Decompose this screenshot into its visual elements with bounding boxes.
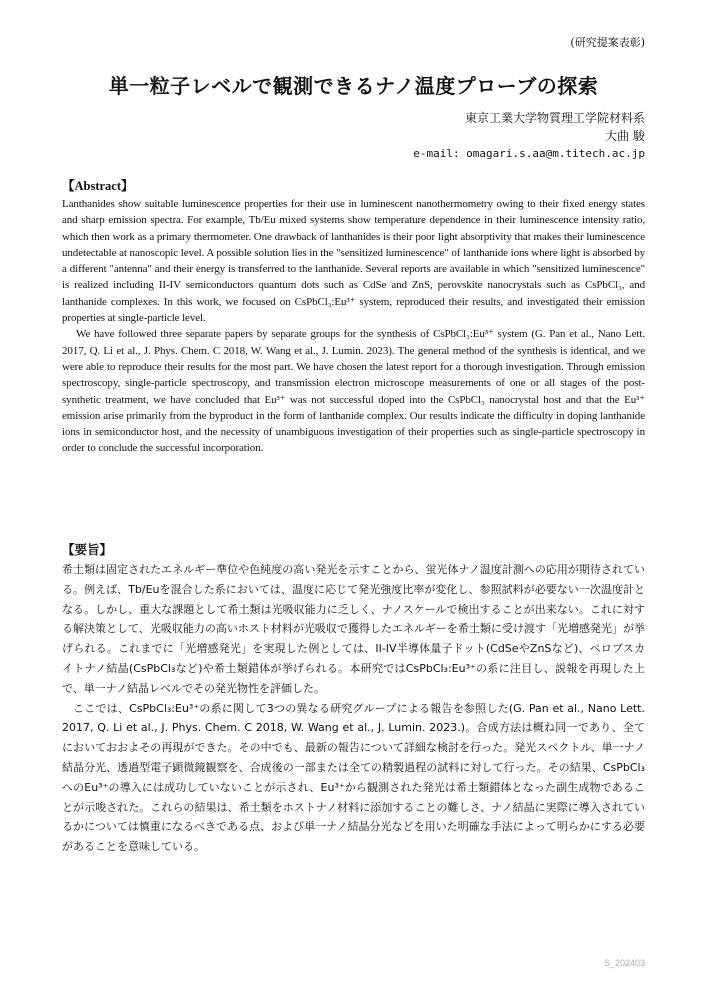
document-id: S_202403	[603, 958, 645, 968]
abstract-heading: 【Abstract】	[62, 179, 134, 193]
page-title: 単一粒子レベルで観測できるナノ温度プローブの探索	[108, 74, 599, 98]
header-tag: (研究提案表彰)	[570, 36, 645, 49]
abstract-section	[62, 176, 645, 457]
abstract-paragraph-2: We have followed three separate papers by separate groups for the synthesis of CsPbCl₃:Eu³⁺ system (G. Pan et al., Nano Lett. 2017, Q. Li et al., J. Phys. Chem. C 2018, W. Wang et al., J. Lumin. 2023). The general method of the synthesis is identical, and we were able to reproduce their results for the most part. We have chosen the latest report for a thorough investigation. Through emission spectroscopy, single-particle spectroscopy, and transmission electron microscope measurements of one or all stages of the post-synthetic treatment, we have concluded that Eu³⁺ was not successful doped into the CsPbCl₃ nanocrystal host and that the Eu³⁺ emission arise primarily from the byproduct in the form of lanthanide complex. Our results indicate the difficulty in doping lanthanide ions in semiconductor host, and the necessity of unambiguous investigation of their properties such as single-particle spectroscopy in order to conclude the successful incorporation.	[62, 328, 645, 455]
summary-heading: 【要旨】	[62, 543, 113, 557]
summary-section	[62, 540, 645, 857]
author-name: 大曲 駿	[605, 129, 645, 143]
author-email: e-mail: omagari.s.aa@m.titech.ac.jp	[413, 147, 645, 160]
summary-paragraph-2: ここでは、CsPbCl₃:Eu³⁺の系に関して3つの異なる研究グループによる報告を参照した(G. Pan et al., Nano Lett. 2017, Q. Li et al., J. Phys. Chem. C 2018, W. Wang et al., J. Lumin. 2023.)。合成方法は概ね同一であり、全てにおいておおよその再現ができた。その中でも、最新の報告について詳細な検討を行った。発光スペクトル、単一ナノ結晶分光、透過型電子顕微鏡観察を、合成後の一部または全ての精製過程の試料に対して行った。その結果、CsPbCl₃へのEu³⁺の導入には成功していないことが示され、Eu³⁺から観測された発光は希土類錯体となった副生成物であることが示唆された。これらの結果は、希土類をホストナノ材料に添加することの難しさ、ナノ結晶に実際に導入されているかについては慎重になるべきである点、および単一ナノ結晶分光などを用いた明確な手法によって明らかにする必要があることを意味している。	[62, 701, 645, 854]
affiliation: 東京工業大学物質理工学院材料系	[464, 111, 645, 125]
author-block	[413, 109, 645, 163]
summary-paragraph-1: 希土類は固定されたエネルギー準位や色純度の高い発光を示すことから、蛍光体ナノ温度計測への応用が期待されている。例えば、Tb/Euを混合した系においては、温度に応じて発光強度比率が変化し、参照試料が必要ない一次温度計となる。しかし、重大な課題として希土類は光吸収能力に乏しく、ナノスケールで検出することが出来ない。これに対する解決策として、光吸収能力の高いホスト材料が光吸収で獲得したエネルギーを希土類に受け渡す「光増感発光」が挙げられる。これまでに「光増感発光」を実現した例としては、II-IV半導体量子ドット(CdSeやZnSなど)、ペロブスカイトナノ結晶(CsPbCl₃など)や希土類錯体が挙げられる。本研究ではCsPbCl₃:Eu³⁺の系に注目し、説報を再現した上で、単一ナノ結晶レベルでその発光物性を評価した。	[62, 563, 645, 695]
abstract-paragraph-1: Lanthanides show suitable luminescence properties for their use in luminescent nanothermometry owing to their fixed energy states and sharp emission spectra. For example, Tb/Eu mixed systems show temperature dependence in their luminescence intensity ratio, which then work as a primary thermometer. One drawback of lanthanides is their poor light absorptivity that makes their luminescence undetectable at nanoscopic level. A possible solution lies in the "sensitized luminescence" of lanthanide ions where light is absorbed by a different "antenna" and their energy is transferred to the lanthanide. Several reports are available in which "sensitized luminescence" is realized including II-IV semiconductors quantum dots such as CdSe and ZnS, perovskite nanocrystals such as CsPbCl₃, and lanthanide complexes. In this work, we focused on CsPbCl₃:Eu³⁺ system, reproduced their results, and investigated their emission properties at single-particle level.	[62, 198, 645, 325]
